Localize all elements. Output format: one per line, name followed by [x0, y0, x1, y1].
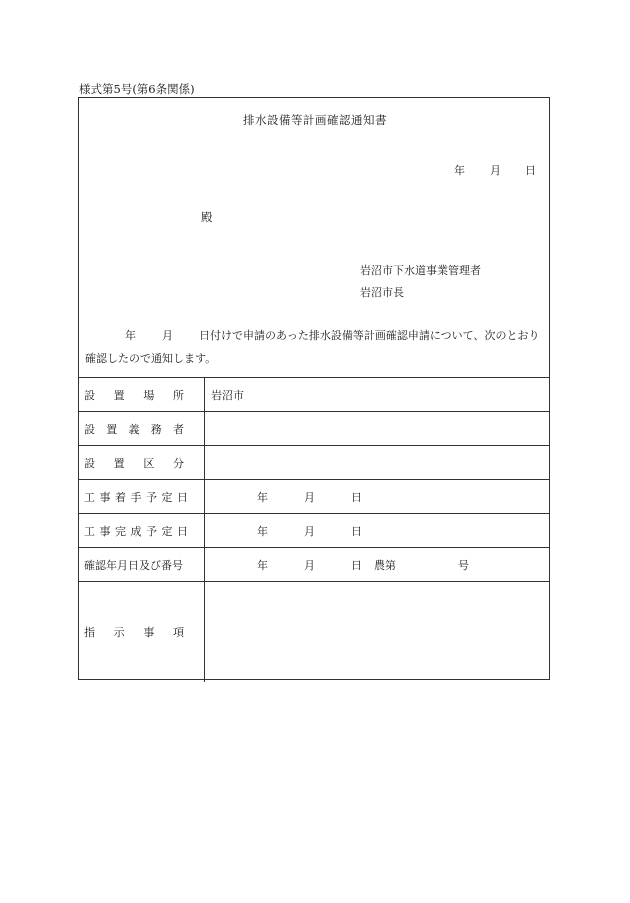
- form-number-caption: 様式第5号(第6条関係): [79, 82, 195, 96]
- row-label-installation-location: 設 置 場 所: [78, 378, 205, 412]
- row-label-confirmation-date-number: 確認年月日及び番号: [78, 548, 205, 582]
- body-month: 月: [162, 329, 173, 342]
- table-row: [78, 514, 550, 548]
- table-row: [78, 412, 550, 446]
- instructions-value: [205, 582, 551, 682]
- document-title: 排水設備等計画確認通知書: [243, 113, 387, 127]
- body-year: 年: [125, 329, 136, 342]
- installation-category-value: [205, 446, 551, 480]
- row-label-construction-start-date: 工 事 着 手 予 定 日: [78, 480, 205, 514]
- notice-form-frame: [78, 97, 550, 680]
- body-text: 日付けで申請のあった排水設備等計画確認申請について、次のとおり確認したので通知します。: [85, 329, 540, 365]
- table-row: [78, 446, 550, 480]
- notice-body: [85, 324, 547, 370]
- installation-obligor-value: [205, 412, 551, 446]
- table-row: [78, 378, 550, 412]
- issue-date-day: 日: [525, 164, 536, 177]
- row-label-construction-completion-date: 工 事 完 成 予 定 日: [78, 514, 205, 548]
- issue-date-month: 月: [490, 164, 501, 177]
- details-table: [78, 377, 550, 682]
- installation-location-value: 岩沼市: [205, 378, 551, 412]
- issue-date-year: 年: [454, 164, 465, 177]
- construction-start-date-value: 年 月 日: [205, 480, 551, 514]
- confirmation-date-number-value: 年 月 日 農第 号: [205, 548, 551, 582]
- table-row: [78, 582, 550, 682]
- issuer-name: 岩沼市長: [360, 286, 404, 299]
- issuer-title: 岩沼市下水道事業管理者: [360, 264, 481, 277]
- table-row: [78, 548, 550, 582]
- row-label-instructions: 指 示 事 項: [78, 582, 205, 682]
- row-label-installation-category: 設 置 区 分: [78, 446, 205, 480]
- addressee-honorific: 殿: [201, 210, 213, 224]
- construction-completion-date-value: 年 月 日: [205, 514, 551, 548]
- row-label-installation-obligor: 設 置 義 務 者: [78, 412, 205, 446]
- table-row: [78, 480, 550, 514]
